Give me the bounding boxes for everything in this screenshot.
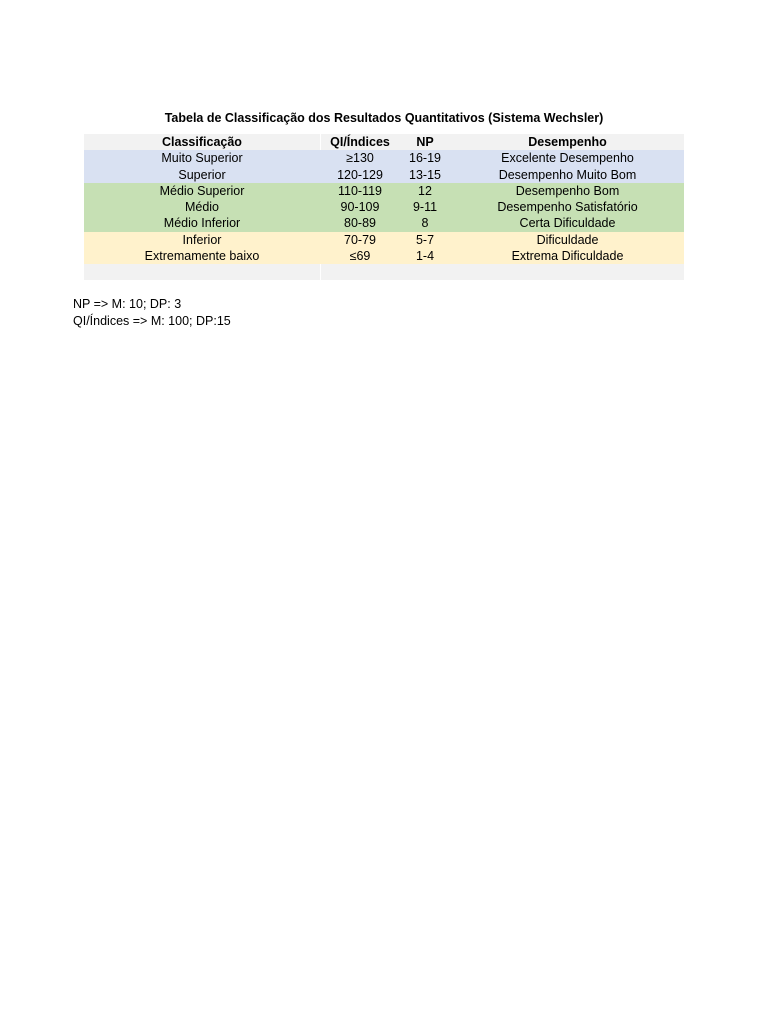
empty-cell [399, 264, 451, 280]
cell-classificacao: Médio [184, 200, 220, 215]
cell-classificacao: Muito Superior [161, 151, 243, 166]
cell-desempenho: Desempenho Muito Bom [498, 167, 637, 182]
cell-np: 1-4 [415, 249, 435, 264]
table-row [84, 183, 684, 199]
cell-qi: 90-109 [340, 200, 380, 215]
note-np: NP => M: 10; DP: 3 [73, 297, 182, 311]
cell-desempenho: Certa Dificuldade [519, 216, 616, 231]
note-qi: QI/Índices => M: 100; DP:15 [73, 314, 231, 328]
cell-qi: 110-119 [337, 183, 383, 198]
cell-desempenho: Desempenho Bom [515, 183, 620, 198]
cell-np: 8 [421, 216, 429, 231]
cell-np: 13-15 [409, 167, 441, 182]
table-header-row [84, 134, 684, 150]
cell-classificacao: Extremamente baixo [144, 249, 260, 264]
cell-classificacao: Inferior [182, 232, 222, 247]
notes-block [73, 296, 231, 330]
cell-qi: 80-89 [344, 216, 376, 231]
empty-cell [84, 264, 320, 280]
cell-qi: ≥130 [346, 151, 374, 166]
table-row [84, 167, 684, 183]
cell-qi: 120-129 [337, 167, 383, 182]
empty-cell [321, 264, 399, 280]
cell-classificacao: Médio Superior [159, 183, 245, 198]
cell-classificacao: Médio Inferior [163, 216, 241, 231]
table-row [84, 215, 684, 231]
table-row [84, 232, 684, 248]
table-title: Tabela de Classificação dos Resultados Quantitativos (Sistema Wechsler) [164, 111, 604, 125]
cell-classificacao: Superior [178, 167, 226, 182]
cell-np: 16-19 [409, 151, 441, 166]
cell-np: 5-7 [415, 232, 435, 247]
cell-desempenho: Excelente Desempenho [501, 151, 634, 166]
cell-np: 12 [418, 183, 432, 198]
cell-qi: ≤69 [349, 249, 371, 264]
table-empty-row [84, 264, 684, 280]
header-desempenho: Desempenho [528, 135, 607, 149]
cell-desempenho: Extrema Dificuldade [511, 249, 624, 264]
table-row [84, 248, 684, 264]
classification-table [84, 134, 684, 280]
cell-desempenho: Desempenho Satisfatório [497, 200, 638, 215]
cell-desempenho: Dificuldade [536, 232, 599, 247]
cell-np: 9-11 [412, 200, 438, 215]
header-classificacao: Classificação [162, 135, 242, 149]
header-np: NP [416, 135, 434, 149]
cell-qi: 70-79 [344, 232, 376, 247]
empty-cell [451, 264, 684, 280]
table-row [84, 150, 684, 166]
table-row [84, 199, 684, 215]
header-qi: QI/Índices [330, 135, 390, 149]
